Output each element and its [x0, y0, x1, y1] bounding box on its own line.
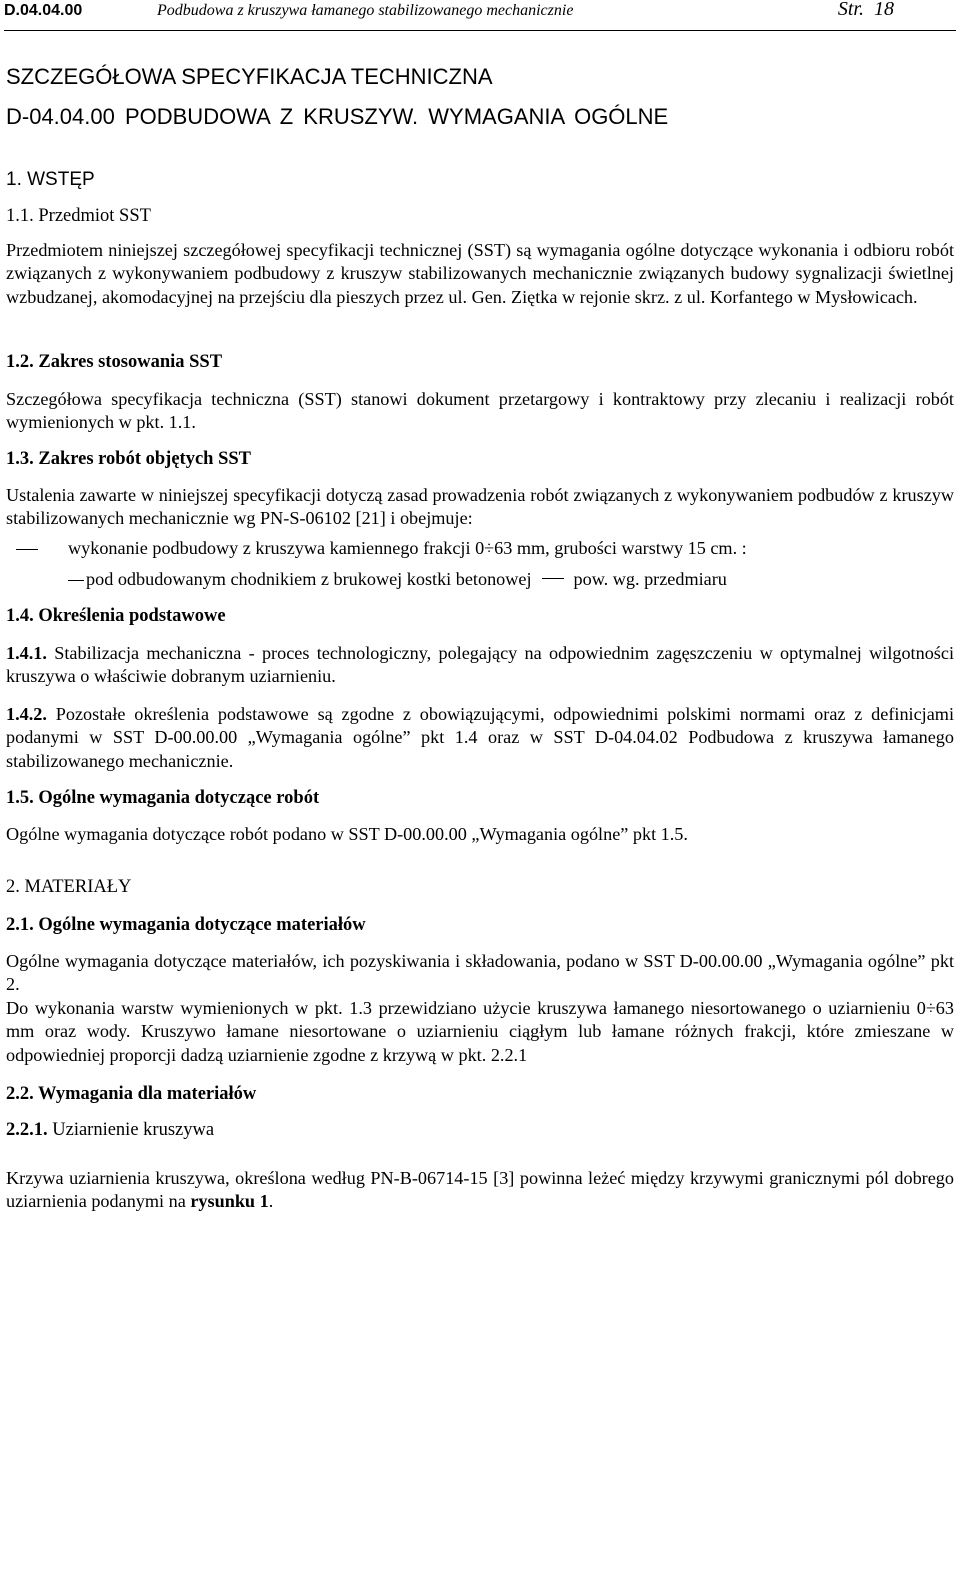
spec-subtitle: D-04.04.00 PODBUDOWA Z KRUSZYW. WYMAGANIA OGÓLNE	[6, 104, 669, 129]
list-item: wykonanie podbudowy z kruszywa kamiennego frakcji 0÷63 mm, grubości warstwy 15 cm. :	[6, 538, 954, 559]
section-1-1-heading: 1.1. Przedmiot SST	[6, 206, 151, 226]
section-1-4-2-text: 1.4.2. Pozostałe określenia podstawowe są zgodne z obowiązującymi, odpowiednimi polskimi normami oraz z definicjami podanymi w SST D-00.00.00 „Wymagania ogólne” pkt 1.4 oraz w SST D-04.04.02 Podbudowa z kruszywa łamanego stabilizowanego mechanicznie.	[6, 704, 955, 771]
section-2-2-heading: 2.2. Wymagania dla materiałów	[6, 1084, 257, 1104]
section-2-heading: 2. MATERIAŁY	[6, 877, 132, 897]
section-1-2-text: Szczegółowa specyfikacja techniczna (SST) stanowi dokument przetargowy i kontraktowy przy zlecaniu i realizacji robót wymienionych w pkt. 1.1.	[6, 389, 954, 433]
dash-separator	[542, 578, 564, 579]
header-page-number: Str. 18	[837, 0, 894, 20]
header-doc-title: Podbudowa z kruszywa łamanego stabilizowanego mechanicznie	[157, 2, 574, 19]
section-1-heading: 1. WSTĘP	[6, 169, 95, 190]
section-2-1-text-1: Ogólne wymagania dotyczące materiałów, ich pozyskiwania i składowania, podano w SST D-00.00.00 „Wymagania ogólne” pkt 2.	[6, 951, 954, 995]
list-item: pod odbudowanym chodnikiem z brukowej kostki betonowej pow. wg. przedmiaru	[6, 569, 954, 590]
section-1-3-text: Ustalenia zawarte w niniejszej specyfikacji dotyczą zasad prowadzenia robót związanych z wykonywaniem podbudów z kruszyw stabilizowanych mechanicznie wg PN-S-06102 [21] i obejmuje:	[6, 485, 954, 529]
dash-bullet	[68, 580, 84, 581]
section-1-1-text: Przedmiotem niniejszej szczegółowej specyfikacji technicznej (SST) są wymagania ogólne dotyczące wykonania i odbioru robót związanych z wykonywaniem podbudowy z kruszyw stabilizowanych mechanicznie związanych budowy sygnalizacji świetlnej wzbudzanej, akomodacyjnej na przejściu dla pieszych przez ul. Gen. Ziętka w rejonie skrz. z ul. Korfantego w Mysłowicach.	[6, 240, 954, 307]
section-1-5-heading: 1.5. Ogólne wymagania dotyczące robót	[6, 788, 320, 808]
section-2-1-text-2: Do wykonania warstw wymienionych w pkt. 1.3 przewidziano użycie kruszywa łamanego niesortowanego o uziarnieniu 0÷63 mm oraz wody. Kruszywo łamane niesortowane o uziarnieniu ciągłym lub łamane różnych frakcji, które zmieszane w odpowiedniej proporcji dadzą uziarnienie zgodne z krzywą w pkt. 2.2.1	[6, 998, 954, 1065]
dash-bullet	[16, 549, 38, 550]
section-1-3-heading: 1.3. Zakres robót objętych SST	[6, 449, 251, 469]
section-1-4-1-text: 1.4.1. Stabilizacja mechaniczna - proces technologiczny, polegający na odpowiednim zagęszczeniu w optymalnej wilgotności kruszywa o właściwie dobranym uziarnieniu.	[6, 643, 955, 687]
section-1-4-heading: 1.4. Określenia podstawowe	[6, 606, 226, 626]
section-2-2-1-text: Krzywa uziarnienia kruszywa, określona według PN-B-06714-15 [3] powinna leżeć między krzywymi granicznymi pól dobrego uziarnienia podanymi na rysunku 1.	[6, 1168, 954, 1212]
section-2-2-1-heading: 2.2.1. Uziarnienie kruszywa	[6, 1120, 215, 1140]
section-2-1-heading: 2.1. Ogólne wymagania dotyczące materiałów	[6, 915, 366, 935]
section-1-2-heading: 1.2. Zakres stosowania SST	[6, 352, 223, 372]
section-1-5-text: Ogólne wymagania dotyczące robót podano w SST D-00.00.00 „Wymagania ogólne” pkt 1.5.	[6, 824, 688, 844]
page-header	[4, 0, 956, 31]
spec-title: SZCZEGÓŁOWA SPECYFIKACJA TECHNICZNA	[6, 64, 493, 89]
header-doc-code: D.04.04.00	[4, 2, 83, 19]
